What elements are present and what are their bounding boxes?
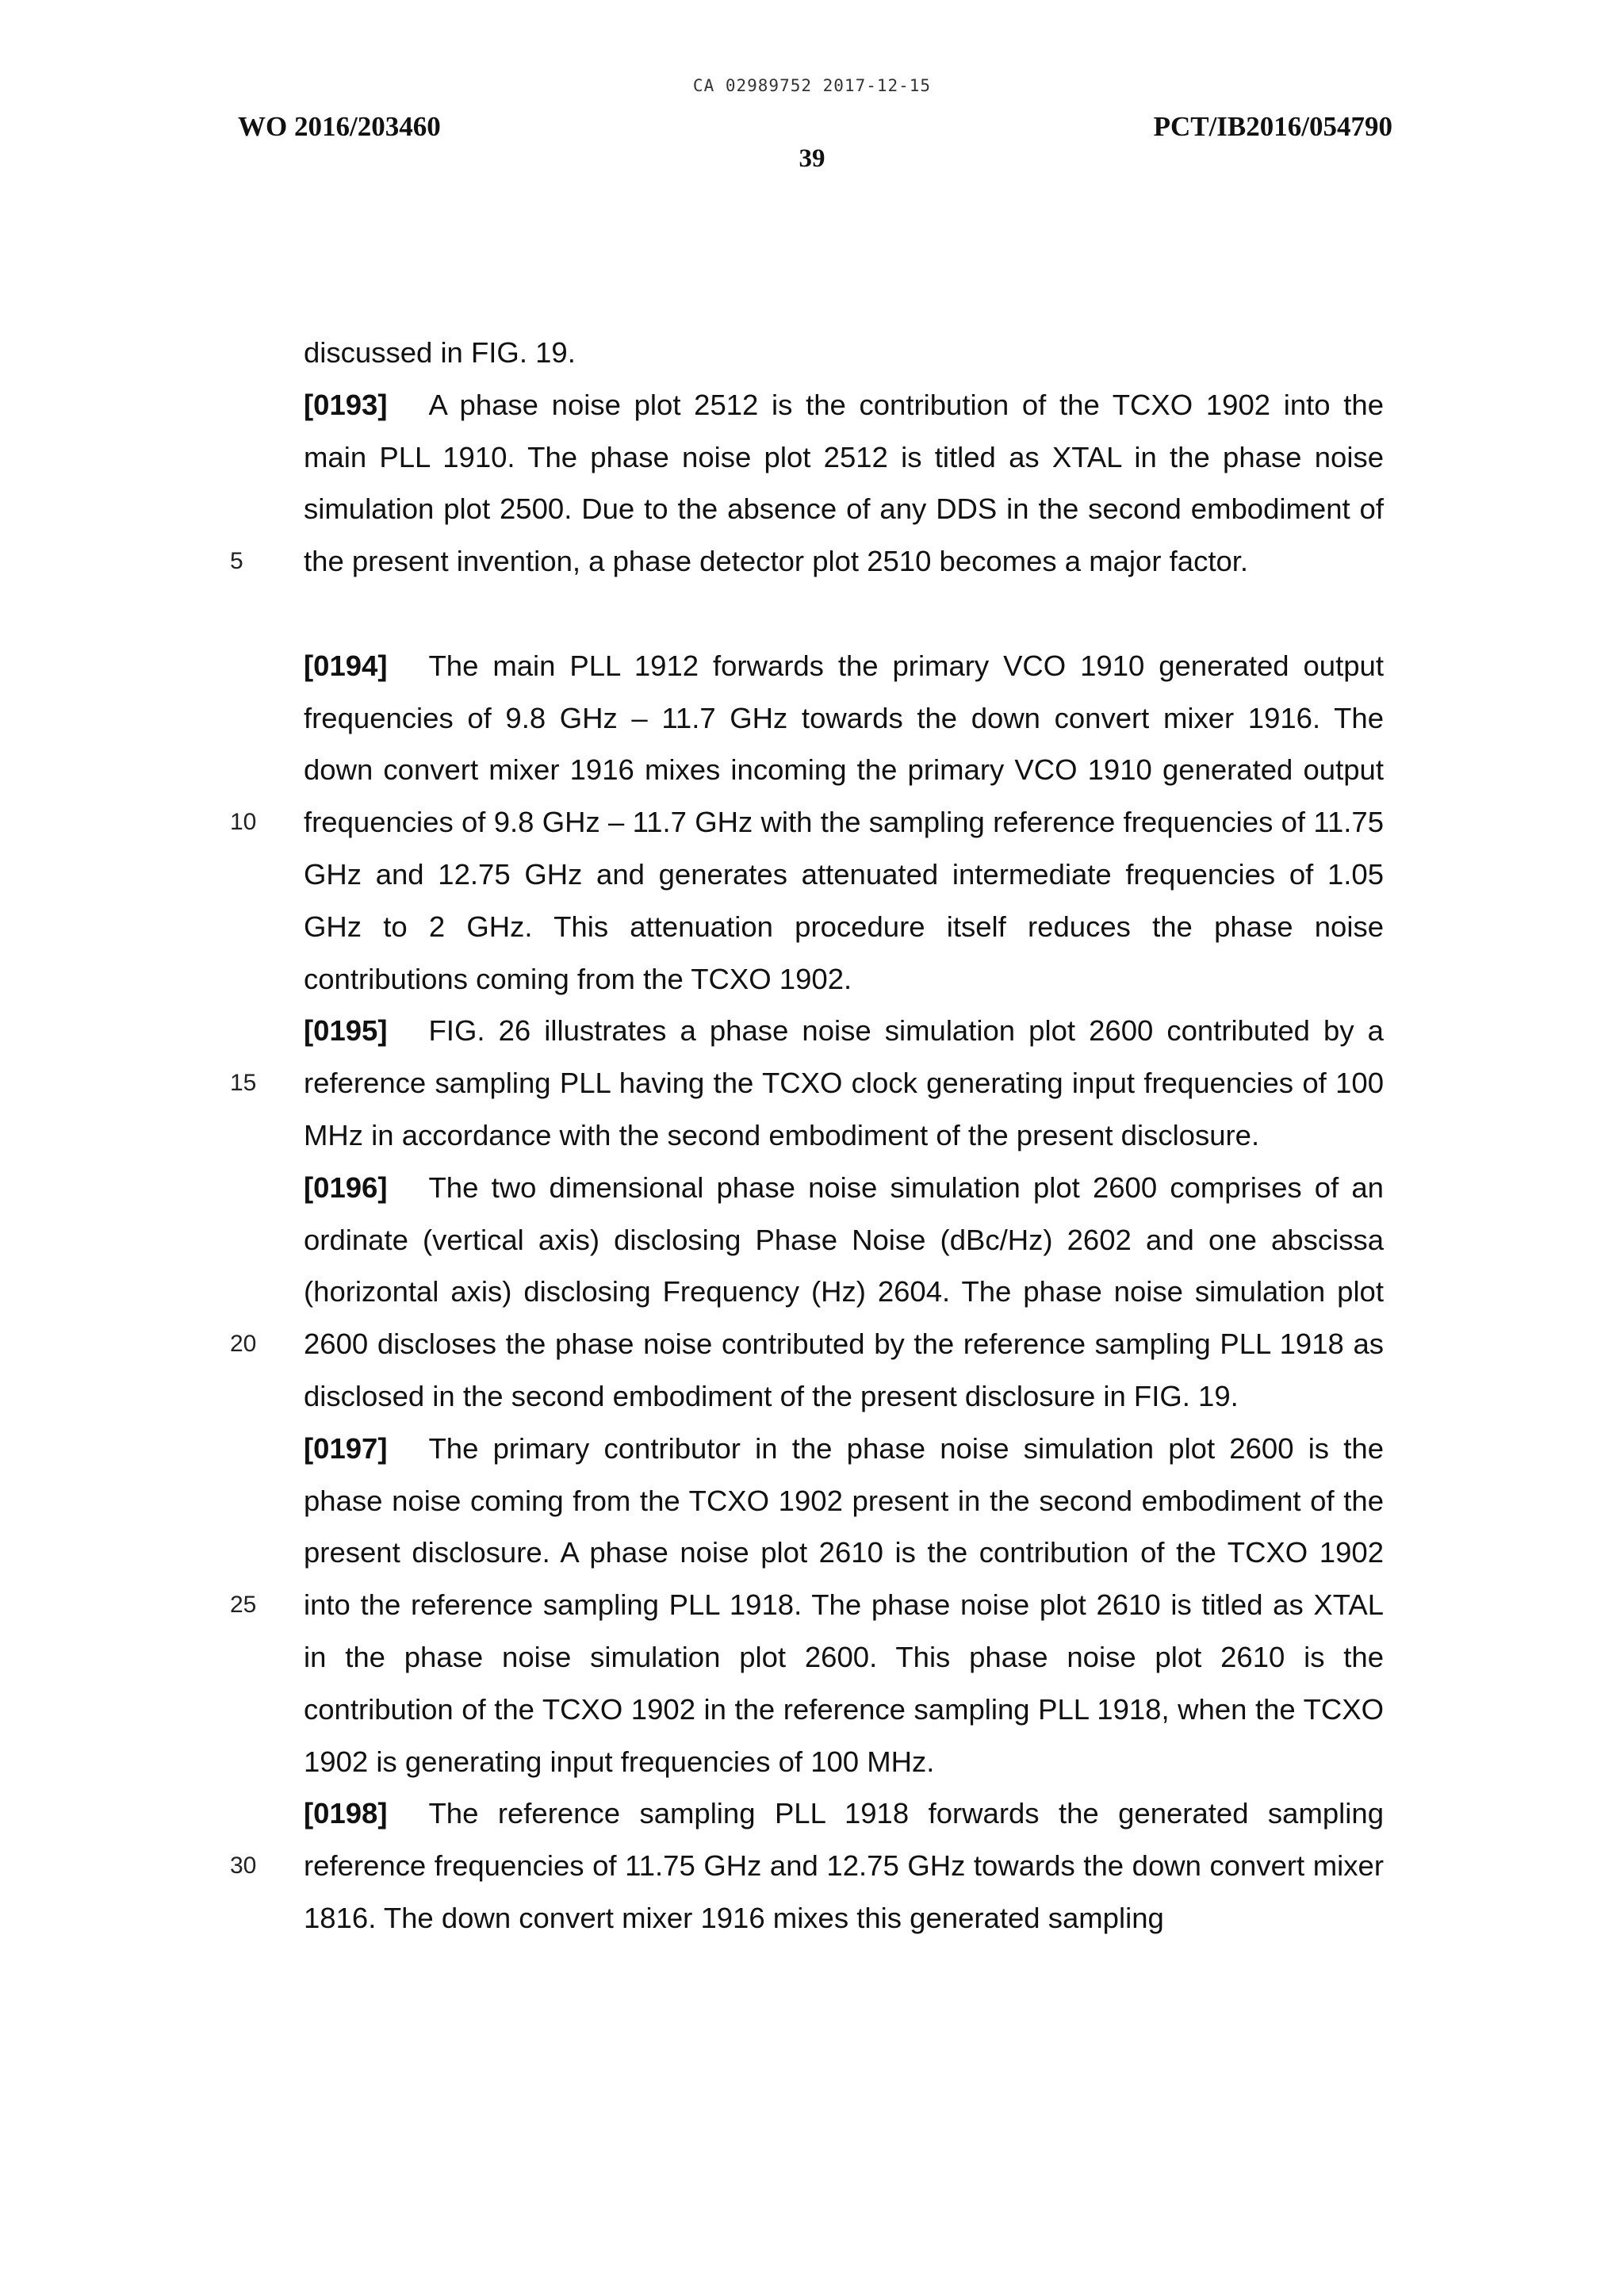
paragraph-0197 <box>304 1423 1384 1788</box>
line-number: 20 <box>230 1331 257 1357</box>
paragraph-id: [0197] <box>304 1431 388 1465</box>
paragraph-id: [0194] <box>304 649 388 682</box>
paragraph-0193 <box>304 379 1384 588</box>
page-number: 39 <box>799 144 825 173</box>
paragraph-text: The reference sampling PLL 1918 forwards the generated sampling reference frequencies of 11.75 GHz and 12.75 GHz towards the down convert mixer 1816. The down convert mixer 1916 mixes this generated sampling <box>304 1797 1384 1934</box>
application-number: PCT/IB2016/054790 <box>1153 111 1392 142</box>
publication-number: WO 2016/203460 <box>238 111 441 142</box>
paragraph-id: [0198] <box>304 1797 388 1830</box>
paragraph-0194 <box>304 640 1384 1006</box>
line-number: 30 <box>230 1852 257 1879</box>
paragraph-id: [0196] <box>304 1170 388 1204</box>
line-number: 10 <box>230 809 257 835</box>
paragraph-0196 <box>304 1162 1384 1423</box>
paragraph-id: [0193] <box>304 388 388 421</box>
paragraph-text: The two dimensional phase noise simulation plot 2600 comprises of an ordinate (vertical axis) disclosing Phase Noise (dBc/Hz) 2602 and one abscissa (horizontal axis) disclosing Frequency (Hz) 2604. The phase noise simulation plot 2600 discloses the phase noise contributed by the reference sampling PLL 1918 as disclosed in the second embodiment of the present disclosure in FIG. 19. <box>304 1170 1384 1412</box>
body-text <box>304 327 1384 1944</box>
line-number: 5 <box>230 548 243 574</box>
line-number: 25 <box>230 1592 257 1618</box>
paragraph-text: The main PLL 1912 forwards the primary VCO 1910 generated output frequencies of 9.8 GHz – 11.7 GHz towards the down convert mixer 1916. The down convert mixer 1916 mixes incoming the primary VCO 1910 generated output frequencies of 9.8 GHz – 11.7 GHz with the sampling reference frequencies of 11.75 GHz and 12.75 GHz and generates attenuated intermediate frequencies of 1.05 GHz to 2 GHz. This attenuation procedure itself reduces the phase noise contributions coming from the TCXO 1902. <box>304 649 1384 995</box>
continuation-text: discussed in FIG. 19. <box>304 336 576 369</box>
paragraph-text: FIG. 26 illustrates a phase noise simulation plot 2600 contributed by a reference sampling PLL having the TCXO clock generating input frequencies of 100 MHz in accordance with the second embodiment of the present disclosure. <box>304 1014 1384 1151</box>
paragraph-text: A phase noise plot 2512 is the contribution of the TCXO 1902 into the main PLL 1910. The phase noise plot 2512 is titled as XTAL in the phase noise simulation plot 2500. Due to the absence of any DDS in the second embodiment of the present invention, a phase detector plot 2510 becomes a major factor. <box>304 388 1384 578</box>
filing-stamp: CA 02989752 2017-12-15 <box>692 76 932 95</box>
paragraph-0195 <box>304 1005 1384 1161</box>
paragraph-id: [0195] <box>304 1014 388 1048</box>
line-number: 15 <box>230 1070 257 1096</box>
paragraph-0198 <box>304 1787 1384 1944</box>
paragraph-text: The primary contributor in the phase noise simulation plot 2600 is the phase noise coming from the TCXO 1902 present in the second embodiment of the present disclosure. A phase noise plot 2610 is the contribution of the TCXO 1902 into the reference sampling PLL 1918. The phase noise plot 2610 is titled as XTAL in the phase noise simulation plot 2600. This phase noise plot 2610 is the contribution of the TCXO 1902 in the reference sampling PLL 1918, when the TCXO 1902 is generating input frequencies of 100 MHz. <box>304 1431 1384 1778</box>
